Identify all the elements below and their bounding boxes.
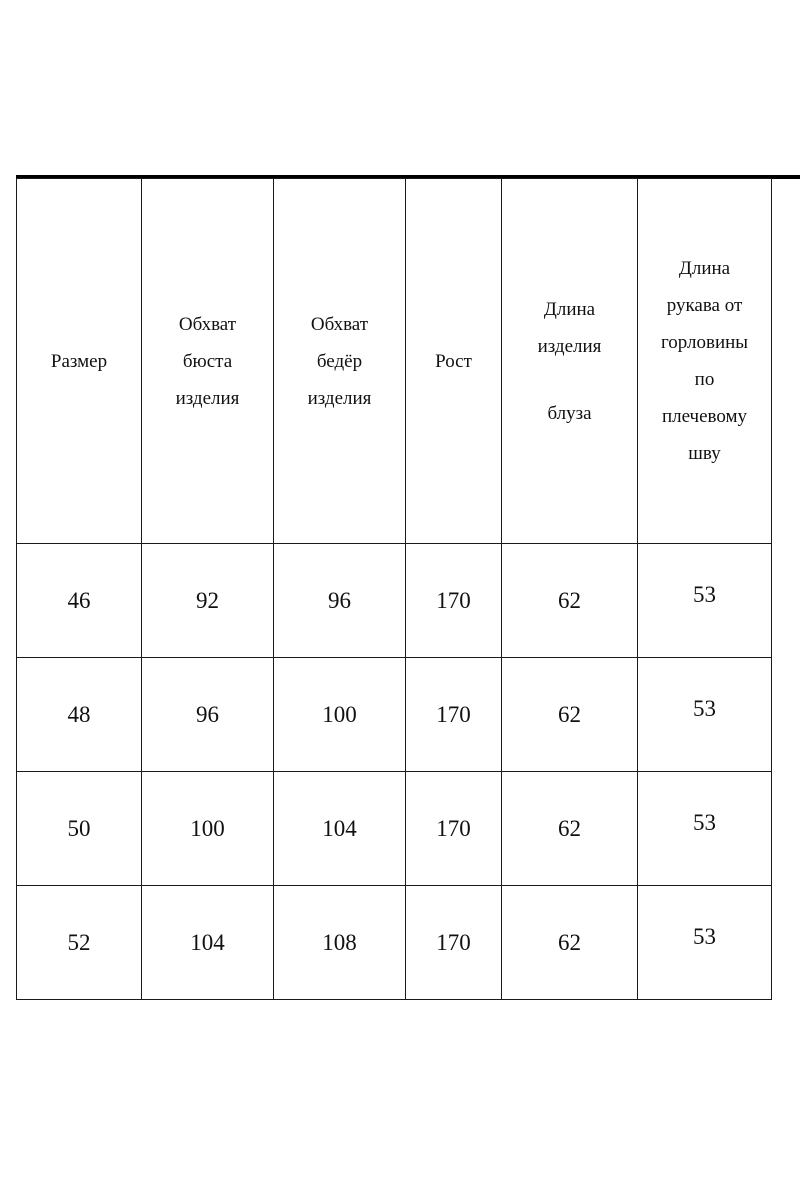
cell-hips: 104 xyxy=(274,772,406,886)
cell-bust: 100 xyxy=(142,772,274,886)
table-row xyxy=(17,658,772,772)
cell-height: 170 xyxy=(406,886,502,1000)
table-row xyxy=(17,544,772,658)
cell-length: 62 xyxy=(502,544,638,658)
cell-sleeve: 53 xyxy=(638,886,772,1000)
header-size: Размер xyxy=(17,179,142,544)
cell-height: 170 xyxy=(406,772,502,886)
cell-size: 50 xyxy=(17,772,142,886)
cell-bust: 92 xyxy=(142,544,274,658)
cell-length: 62 xyxy=(502,772,638,886)
header-row xyxy=(17,179,772,544)
table-row xyxy=(17,772,772,886)
cell-sleeve: 53 xyxy=(638,658,772,772)
cell-size: 46 xyxy=(17,544,142,658)
cell-height: 170 xyxy=(406,658,502,772)
cell-sleeve: 53 xyxy=(638,772,772,886)
header-bust: Обхват бюста изделия xyxy=(142,179,274,544)
cell-hips: 96 xyxy=(274,544,406,658)
header-sleeve: Длина рукава от горловины по плечевому шву xyxy=(638,179,772,544)
cell-hips: 100 xyxy=(274,658,406,772)
header-hips: Обхват бедёр изделия xyxy=(274,179,406,544)
size-chart-table xyxy=(16,178,772,1000)
header-height: Рост xyxy=(406,179,502,544)
header-length: Длина изделия блуза xyxy=(502,179,638,544)
cell-sleeve: 53 xyxy=(638,544,772,658)
cell-height: 170 xyxy=(406,544,502,658)
cell-length: 62 xyxy=(502,658,638,772)
cell-bust: 104 xyxy=(142,886,274,1000)
cell-size: 48 xyxy=(17,658,142,772)
table-row xyxy=(17,886,772,1000)
cell-bust: 96 xyxy=(142,658,274,772)
cell-length: 62 xyxy=(502,886,638,1000)
cell-size: 52 xyxy=(17,886,142,1000)
cell-hips: 108 xyxy=(274,886,406,1000)
